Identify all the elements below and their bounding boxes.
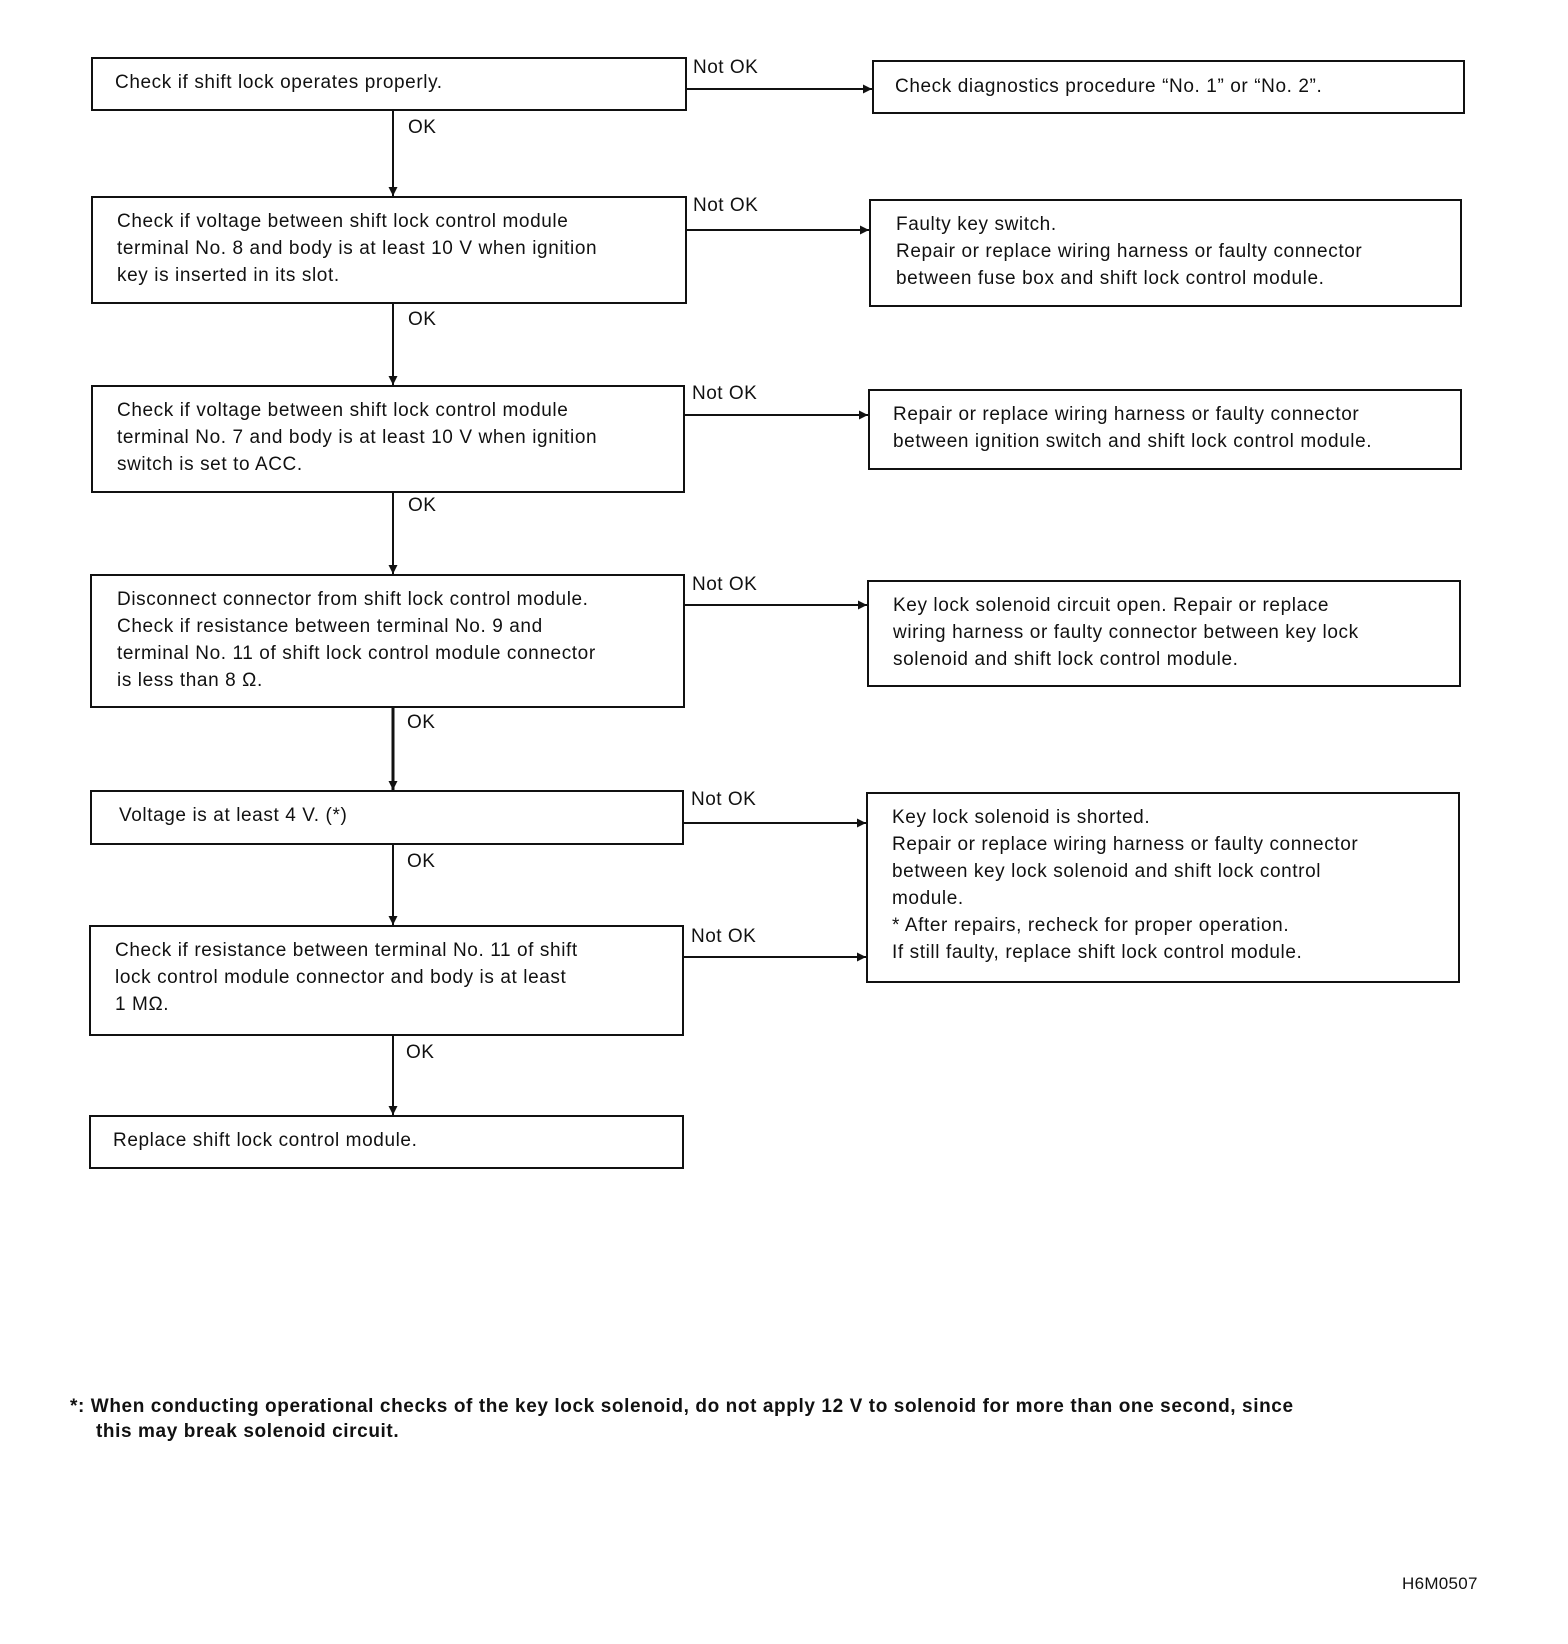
result-text-line: Faulty key switch. [896, 214, 1057, 235]
step-box-terminal-7-voltage [91, 385, 685, 493]
ok-label: OK [407, 712, 436, 733]
step-text-line: 1 MΩ. [115, 994, 170, 1015]
footnote-line: this may break solenoid circuit. [96, 1421, 400, 1442]
result-text-line: Check diagnostics procedure “No. 1” or “No. 2”. [895, 76, 1323, 97]
result-text-line: between key lock solenoid and shift lock control [892, 861, 1322, 882]
step-box-replace-module [89, 1115, 684, 1169]
step-text-line: Check if resistance between terminal No. 11 of shift [115, 940, 578, 961]
step-text-line: Voltage is at least 4 V. (*) [119, 805, 348, 826]
result-text-line: between fuse box and shift lock control module. [896, 268, 1325, 289]
result-text-line: wiring harness or faulty connector between key lock [893, 622, 1359, 643]
ok-label: OK [406, 1042, 435, 1063]
ok-label: OK [407, 851, 436, 872]
result-text-line: between ignition switch and shift lock control module. [893, 431, 1373, 452]
footnote [70, 1394, 1294, 1444]
result-box-ignition-wiring [868, 389, 1462, 470]
result-text-line: * After repairs, recheck for proper operation. [892, 915, 1290, 936]
footnote-line: *: When conducting operational checks of the key lock solenoid, do not apply 12 V to solenoid for more than one second, since [70, 1396, 1294, 1417]
result-box-solenoid-open [867, 580, 1461, 687]
not-ok-label: Not OK [691, 926, 757, 947]
step-text-line: Check if resistance between terminal No. 9 and [117, 616, 543, 637]
step-text-line: Replace shift lock control module. [113, 1130, 418, 1151]
not-ok-label: Not OK [692, 383, 758, 404]
step-text-line: Check if voltage between shift lock control module [117, 400, 569, 421]
step-box-voltage-4v [90, 790, 684, 845]
step-text-line: is less than 8 Ω. [117, 670, 263, 691]
result-box-faulty-key-switch [869, 199, 1462, 307]
not-ok-label: Not OK [692, 574, 758, 595]
step-text-line: switch is set to ACC. [117, 454, 303, 475]
result-text-line: module. [892, 888, 964, 909]
result-box-diagnostics-procedure [872, 60, 1465, 114]
step-text-line: terminal No. 11 of shift lock control module connector [117, 643, 596, 664]
ok-label: OK [408, 309, 437, 330]
result-text-line: Repair or replace wiring harness or faulty connector [896, 241, 1363, 262]
step-text-line: terminal No. 7 and body is at least 10 V when ignition [117, 427, 598, 448]
step-text-line: Check if shift lock operates properly. [115, 72, 443, 93]
result-text-line: Repair or replace wiring harness or faulty connector [893, 404, 1360, 425]
step-text-line: lock control module connector and body is at least [115, 967, 567, 988]
step-text-line: terminal No. 8 and body is at least 10 V when ignition [117, 238, 598, 259]
step-text-line: Disconnect connector from shift lock control module. [117, 589, 589, 610]
ok-label: OK [408, 495, 437, 516]
step-box-shift-lock-operation [91, 57, 687, 111]
result-text-line: Key lock solenoid circuit open. Repair or replace [893, 595, 1329, 616]
not-ok-label: Not OK [691, 789, 757, 810]
result-text-line: Repair or replace wiring harness or faulty connector [892, 834, 1359, 855]
result-text-line: If still faulty, replace shift lock control module. [892, 942, 1303, 963]
step-text-line: key is inserted in its slot. [117, 265, 340, 286]
figure-code: H6M0507 [1402, 1574, 1478, 1593]
step-text-line: Check if voltage between shift lock control module [117, 211, 569, 232]
step-box-terminal-8-voltage [91, 196, 687, 304]
ok-label: OK [408, 117, 437, 138]
result-box-solenoid-shorted [866, 792, 1460, 983]
not-ok-label: Not OK [693, 195, 759, 216]
result-text-line: Key lock solenoid is shorted. [892, 807, 1151, 828]
not-ok-label: Not OK [693, 57, 759, 78]
step-box-solenoid-resistance [90, 574, 685, 708]
step-box-terminal-11-resistance [89, 925, 684, 1036]
result-text-line: solenoid and shift lock control module. [893, 649, 1239, 670]
